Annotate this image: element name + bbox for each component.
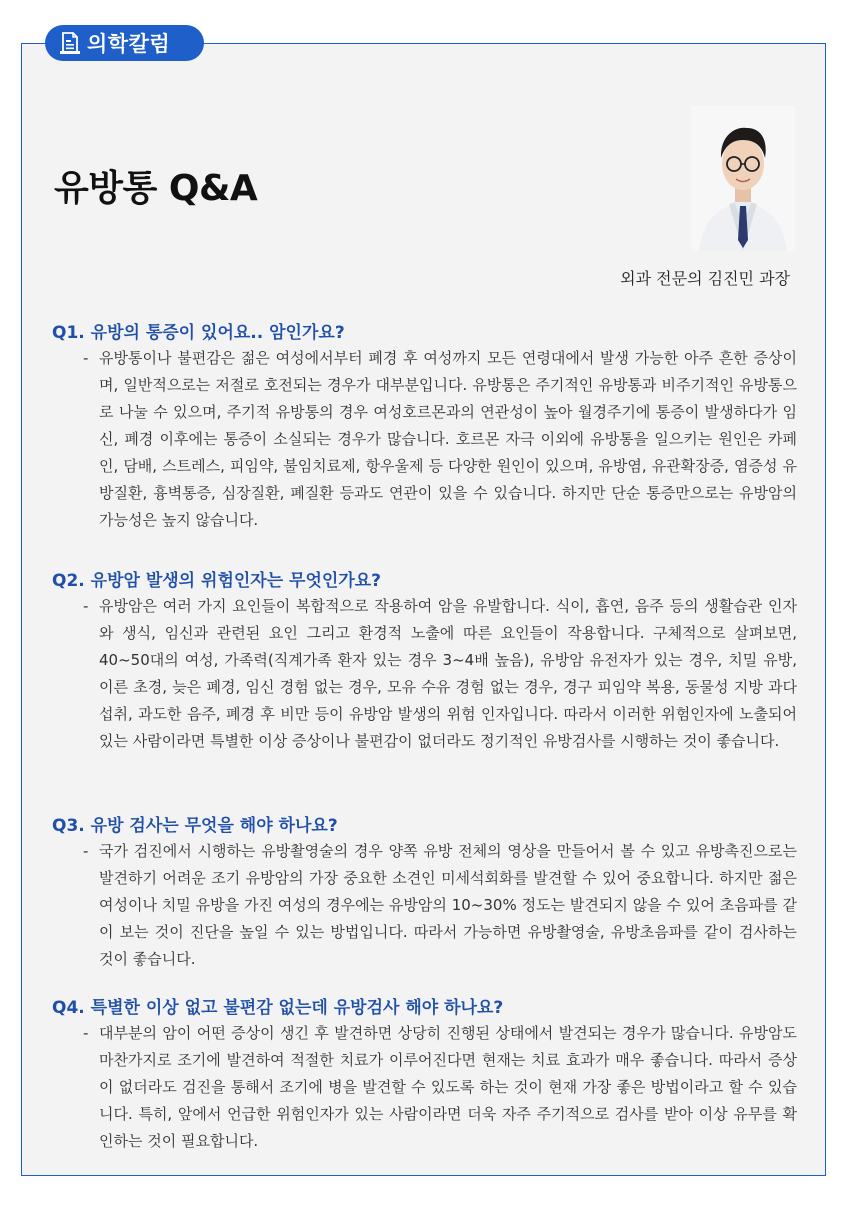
article-title: 유방통 Q&A [54, 168, 258, 209]
doctor-portrait [691, 106, 795, 251]
answer-4: - 대부분의 암이 어떤 증상이 생긴 후 발견하면 상당히 진행된 상태에서 발견되는 경우가 많습니다. 유방암도 마찬가지로 조기에 발견하여 적절한 치료가 이루어진다면 현재는 치료 효과가 매우 좋습니다. 따라서 증상이 없더라도 검진을 통해서 조기에 병을 발견할 수 있도록 하는 것이 현재 가장 좋은 방법이라고 할 수 있습니다. 특히, 앞에서 언급한 위험인자가 있는 사람이라면 더욱 자주 주기적으로 검사를 받아 이상 유무를 확인하는 것이 필요합니다. [83, 1024, 797, 1150]
document-icon [60, 32, 80, 54]
author-name: 외과 전문의 김진민 과장 [620, 269, 790, 288]
answer-2: - 유방암은 여러 가지 요인들이 복합적으로 작용하여 암을 유발합니다. 식이, 흡연, 음주 등의 생활습관 인자와 생식, 임신과 관련된 요인 그리고 환경적 노출에 따른 요인들이 작용합니다. 구체적으로 살펴보면, 40~50대의 여성, 가족력(직계가족 환자 있는 경우 3~4배 높음), 유방암 유전자가 있는 경우, 치밀 유방, 이른 초경, 늦은 폐경, 임신 경험 없는 경우, 모유 수유 경험 없는 경우, 경구 피임약 복용, 동물성 지방 과다 섭취, 과도한 음주, 폐경 후 비만 등이 유방암 발생의 위험 인자입니다. 따라서 이러한 위험인자에 노출되어 있는 사람이라면 특별한 이상 증상이나 불편감이 없더라도 정기적인 유방검사를 시행하는 것이 좋습니다. [83, 597, 797, 750]
qa-item-1 [52, 318, 797, 534]
answer-3: - 국가 검진에서 시행하는 유방촬영술의 경우 양쪽 유방 전체의 영상을 만들어서 볼 수 있고 유방촉진으로는 발견하기 어려운 조기 유방암의 가장 중요한 소견인 미세석회화를 발견할 수 있어 중요합니다. 하지만 젊은 여성이나 치밀 유방을 가진 여성의 경우에는 유방암의 10~30% 정도는 발견되지 않을 수 있어 초음파를 같이 보는 것이 진단을 높일 수 있는 방법입니다. 따라서 가능하면 유방촬영술, 유방초음파를 같이 검사하는 것이 좋습니다. [83, 842, 797, 968]
category-label: 의학칼럼 [87, 32, 171, 56]
answer-1: - 유방통이나 불편감은 젊은 여성에서부터 폐경 후 여성까지 모든 연령대에서 발생 가능한 아주 흔한 증상이며, 일반적으로는 저절로 호전되는 경우가 대부분입니다. 유방통은 주기적인 유방통과 비주기적인 유방통으로 나눌 수 있으며, 주기적 유방통의 경우 여성호르몬과의 연관성이 높아 월경주기에 통증이 발생하다가 임신, 폐경 이후에는 통증이 소실되는 경우가 많습니다. 호르몬 자극 이외에 유방통을 일으키는 원인은 카페인, 담배, 스트레스, 피임약, 불임치료제, 항우울제 등 다양한 원인이 있으며, 유방염, 유관확장증, 염증성 유방질환, 흉벽통증, 심장질환, 폐질환 등과도 연관이 있을 수 있습니다. 하지만 단순 통증만으로는 유방암의 가능성은 높지 않습니다. [83, 349, 797, 529]
category-tab [45, 25, 204, 61]
qa-item-3 [52, 811, 797, 973]
question-3: Q3. 유방 검사는 무엇을 해야 하나요? [52, 816, 338, 836]
qa-item-2 [52, 566, 797, 755]
question-4: Q4. 특별한 이상 없고 불편감 없는데 유방검사 해야 하나요? [52, 998, 504, 1018]
question-2: Q2. 유방암 발생의 위험인자는 무엇인가요? [52, 571, 382, 591]
qa-item-4 [52, 993, 797, 1155]
question-1: Q1. 유방의 통증이 있어요.. 암인가요? [52, 323, 345, 343]
